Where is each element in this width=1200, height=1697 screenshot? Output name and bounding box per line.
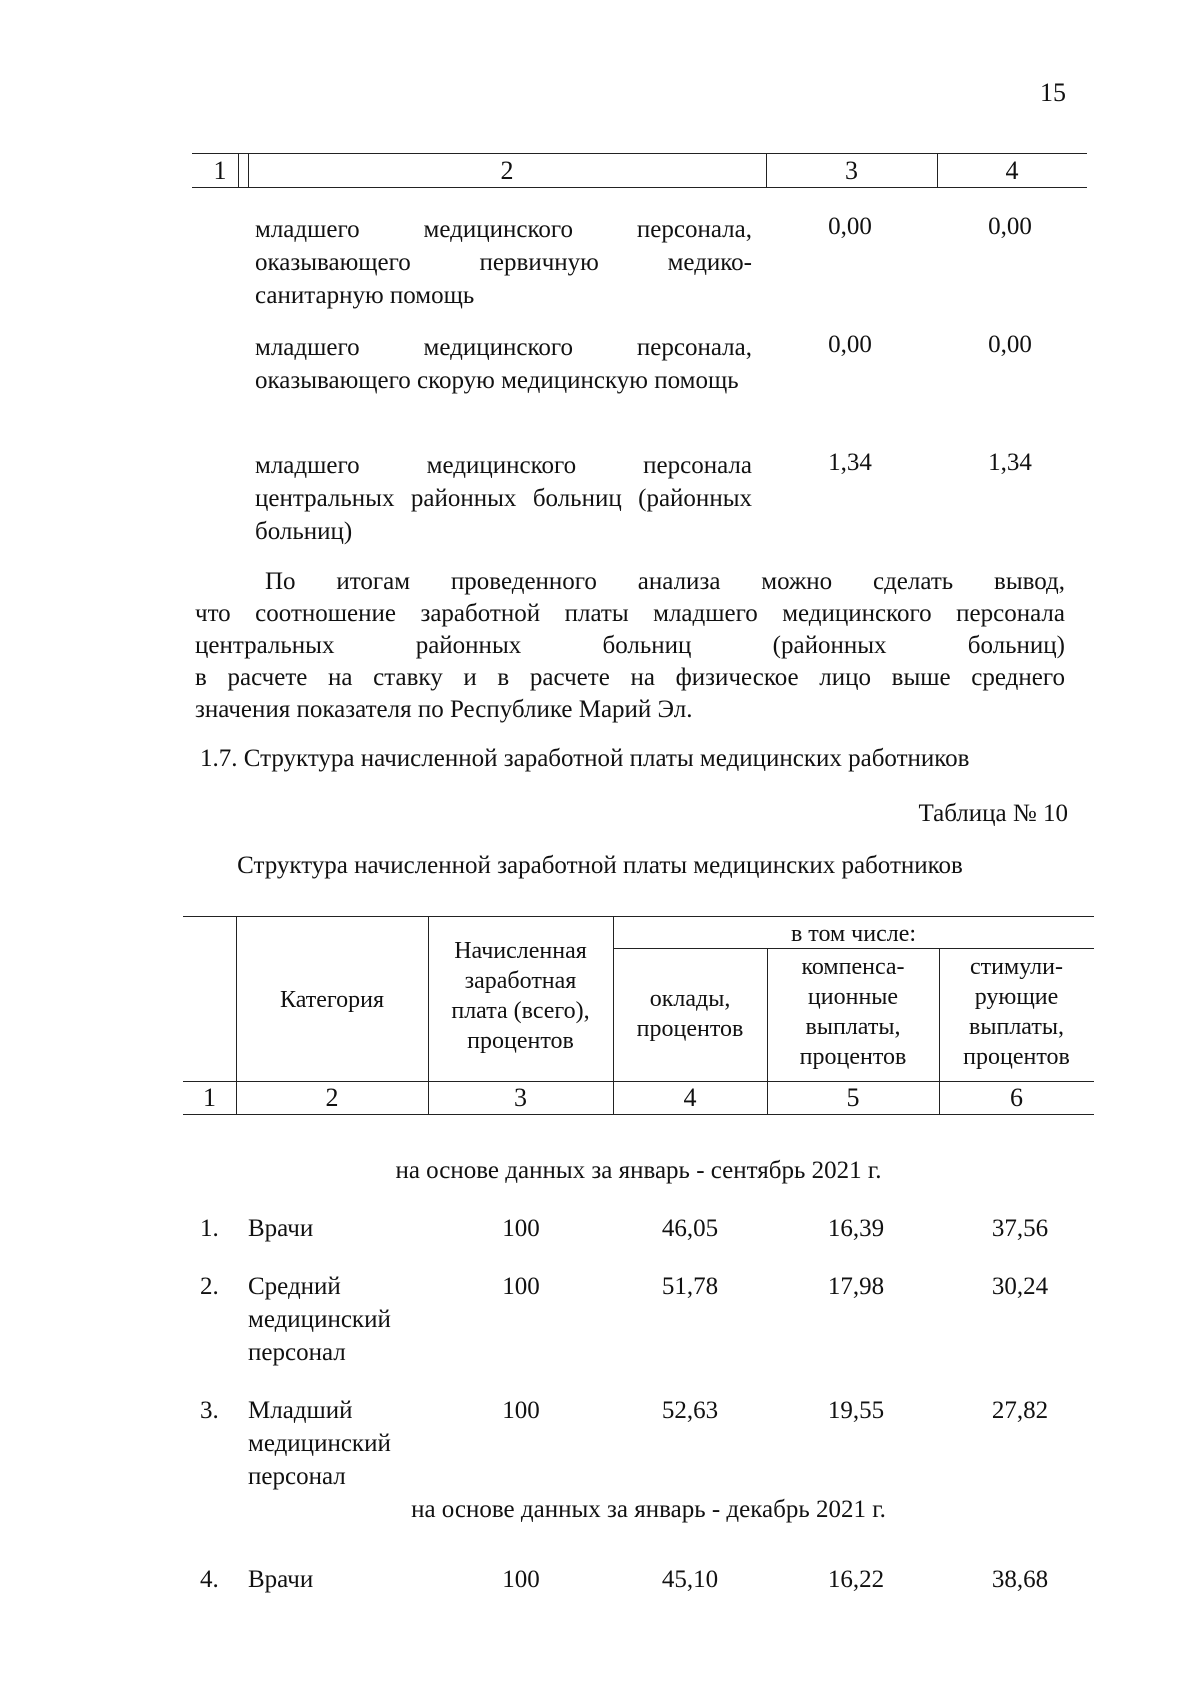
- top-table-row-1-col3: 0,00: [828, 213, 872, 240]
- row-incentive: 38,68: [991, 1566, 1049, 1593]
- th-total: [428, 936, 613, 1056]
- row-salaries: 51,78: [661, 1273, 719, 1300]
- top-table-row-2-col4: 0,00: [988, 331, 1032, 358]
- table10-colnum-2: 2: [325, 1083, 339, 1112]
- row-category: [248, 1394, 391, 1493]
- table10-colnum-5: 5: [846, 1083, 860, 1112]
- row-category: [248, 1563, 313, 1596]
- conclusion-line-3: центральных районных больниц (районных больниц): [195, 632, 1065, 659]
- row-category-line: медицинский: [248, 1306, 391, 1333]
- top-table-col-4: 4: [1005, 156, 1019, 185]
- th-salaries-line-2: процентов: [636, 1016, 744, 1042]
- th-incentive-line-2: рующие: [974, 984, 1059, 1010]
- row-category-line: персонал: [248, 1339, 346, 1366]
- row-number: 3.: [200, 1397, 219, 1424]
- top-table-row-3-col4: 1,34: [988, 449, 1032, 476]
- conclusion-line-1: По итогам проведенного анализа можно сделать вывод,: [265, 568, 1065, 595]
- row-total: 100: [502, 1215, 540, 1242]
- row-number: 4.: [200, 1566, 219, 1593]
- th-incentive-line-4: процентов: [963, 1044, 1070, 1070]
- table-number: Таблица № 10: [918, 800, 1068, 827]
- row-salaries: 52,63: [661, 1397, 719, 1424]
- th-compensation-line-4: процентов: [799, 1044, 907, 1070]
- top-table-col-2: 2: [500, 156, 514, 185]
- top-table-row-3-description: младшего медицинского персонала центральных районных больниц (районных больниц): [255, 452, 752, 545]
- top-table-row-2-description: младшего медицинского персонала, оказывающего скорую медицинскую помощь: [255, 334, 752, 394]
- conclusion-line-5: значения показателя по Республике Марий Эл.: [195, 696, 693, 723]
- th-compensation-line-3: выплаты,: [805, 1014, 901, 1040]
- row-incentive: 37,56: [991, 1215, 1049, 1242]
- table-title: Структура начисленной заработной платы медицинских работников: [237, 852, 963, 879]
- conclusion-paragraph: [195, 566, 1065, 726]
- th-incentive: [939, 952, 1094, 1072]
- top-table-row-3-col3: 1,34: [828, 449, 872, 476]
- row-category-line: Врачи: [248, 1215, 314, 1242]
- row-total: 100: [502, 1273, 540, 1300]
- th-compensation-line-2: ционные: [807, 984, 899, 1010]
- th-total-line-4: процентов: [467, 1028, 574, 1054]
- row-compensation: 16,39: [827, 1215, 885, 1242]
- row-salaries: 46,05: [661, 1215, 719, 1242]
- row-incentive: 27,82: [991, 1397, 1049, 1424]
- row-category-line: медицинский: [248, 1430, 391, 1457]
- table10-colnum-3: 3: [514, 1083, 527, 1112]
- th-compensation: [767, 952, 939, 1072]
- row-category: [248, 1270, 391, 1369]
- row-category-line: Средний: [248, 1273, 341, 1300]
- th-incentive-line-3: выплаты,: [969, 1014, 1064, 1040]
- row-total: 100: [502, 1566, 540, 1593]
- row-compensation: 17,98: [827, 1273, 885, 1300]
- period-2-subtitle: на основе данных за январь - декабрь 2021 г.: [411, 1496, 886, 1523]
- th-salaries: [613, 984, 767, 1044]
- row-category-line: Младший: [248, 1397, 353, 1424]
- conclusion-line-4: в расчете на ставку и в расчете на физическое лицо выше среднего: [195, 664, 1065, 691]
- row-incentive: 30,24: [991, 1273, 1049, 1300]
- top-table-col-1: 1: [213, 156, 227, 185]
- th-incentive-line-1: стимули-: [970, 954, 1063, 980]
- row-compensation: 16,22: [827, 1566, 885, 1593]
- top-table-row-1-description: младшего медицинского персонала, оказывающего первичную медико-санитарную помощь: [255, 216, 752, 309]
- page-number: 15: [1040, 78, 1066, 107]
- th-category: Категория: [280, 987, 384, 1013]
- th-total-line-1: Начисленная: [454, 938, 587, 964]
- top-table-row-2-col3: 0,00: [828, 331, 872, 358]
- table10-colnum-4: 4: [683, 1083, 697, 1112]
- row-compensation: 19,55: [827, 1397, 885, 1424]
- row-category: [248, 1212, 313, 1245]
- section-title: 1.7. Структура начисленной заработной платы медицинских работников: [200, 745, 970, 772]
- table10-colnum-6: 6: [1010, 1083, 1023, 1112]
- th-compensation-line-1: компенса-: [801, 954, 905, 980]
- conclusion-line-2: что соотношение заработной платы младшего медицинского персонала: [195, 600, 1065, 627]
- th-including: в том числе:: [790, 921, 917, 947]
- period-1-subtitle: на основе данных за январь - сентябрь 2021 г.: [395, 1157, 882, 1184]
- row-salaries: 45,10: [661, 1566, 719, 1593]
- row-category-line: персонал: [248, 1463, 346, 1490]
- table10-colnum-1: 1: [203, 1083, 216, 1112]
- row-number: 1.: [200, 1215, 219, 1242]
- row-category-line: Врачи: [248, 1566, 314, 1593]
- row-number: 2.: [200, 1273, 219, 1300]
- th-total-line-2: заработная: [464, 968, 577, 994]
- top-table-col-3: 3: [845, 156, 858, 185]
- top-table-row-1-col4: 0,00: [988, 213, 1032, 240]
- th-salaries-line-1: оклады,: [649, 986, 731, 1012]
- th-total-line-3: плата (всего),: [451, 998, 590, 1024]
- row-total: 100: [502, 1397, 540, 1424]
